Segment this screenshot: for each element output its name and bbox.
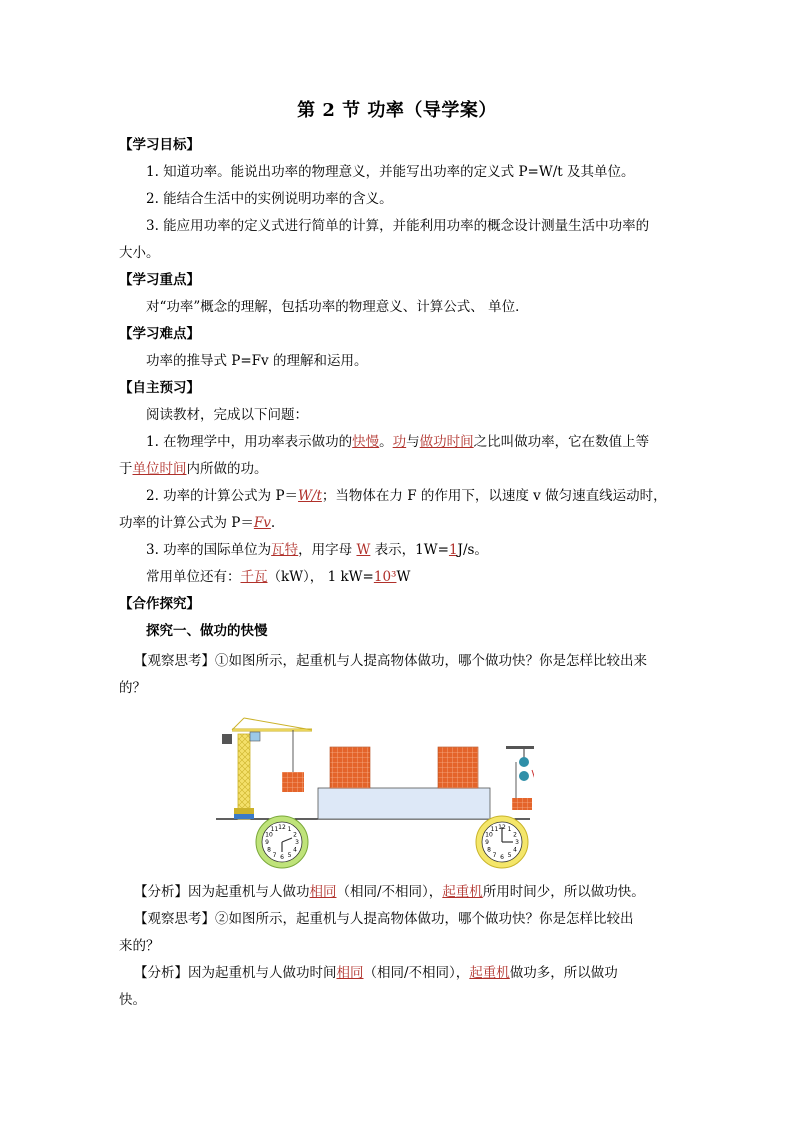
text: （kW）， 1 kW= <box>267 569 374 585</box>
platform <box>318 788 490 819</box>
text: 2. 功率的计算公式为 P＝ <box>146 488 299 504</box>
observe2-line2: 来的？ <box>119 938 160 954</box>
answer-fill: 千瓦 <box>240 569 268 585</box>
answer-fill: 单位时间 <box>132 461 187 477</box>
clock-numeral: 3 <box>515 839 519 847</box>
preview-q2-line1 <box>146 486 667 506</box>
clock-numeral: 7 <box>492 852 497 860</box>
text: 。 <box>379 434 393 450</box>
clock-numeral: 3 <box>295 839 299 847</box>
text: 内所做的功。 <box>186 461 268 477</box>
goal-item-1: 1. 知道功率。能说出功率的物理意义，并能写出功率的定义式 P=W/t 及其单位。 <box>146 164 635 180</box>
answer-fill: W/t <box>298 488 322 504</box>
analysis1 <box>134 882 645 902</box>
pulley-person <box>506 746 534 816</box>
clock-numeral: 11 <box>270 826 279 834</box>
analysis2-line1 <box>134 963 618 983</box>
lifted-bricks-crane <box>282 772 304 792</box>
clock-numeral: 7 <box>272 852 277 860</box>
text: 表示，1W= <box>370 542 449 558</box>
clock-numeral: 6 <box>500 854 504 862</box>
observe2-line1: 【观察思考】②如图所示，起重机与人提高物体做功，哪个做功快？你是怎样比较出 <box>134 911 634 927</box>
clock-numeral: 5 <box>287 852 292 860</box>
answer-fill: 起重机 <box>442 884 483 900</box>
text: 【分析】因为起重机与人做功 <box>134 884 310 900</box>
clock-numeral: 5 <box>507 852 512 860</box>
crane-vs-person-figure <box>212 712 534 874</box>
text: 所用时间少，所以做功快。 <box>482 884 645 900</box>
clock-numeral: 8 <box>267 846 271 854</box>
text: J/s。 <box>457 542 488 558</box>
answer-fill: Fv <box>253 515 271 531</box>
clock-numeral: 1 <box>507 826 512 834</box>
clock-numeral: 12 <box>278 824 286 832</box>
text: 【分析】因为起重机与人做功时间 <box>134 965 337 981</box>
key-header: 【学习重点】 <box>119 272 200 288</box>
clock-numeral: 10 <box>485 831 493 839</box>
preview-header: 【自主预习】 <box>119 380 200 396</box>
text: 常用单位还有： <box>146 569 241 585</box>
text: 之比叫做功率，它在数值上等 <box>473 434 650 450</box>
coop-header: 【合作探究】 <box>119 596 200 612</box>
observe1-line2: 的？ <box>119 680 146 696</box>
preview-q4 <box>146 567 410 587</box>
preview-q1-line1 <box>146 432 649 452</box>
observe1-line1: 【观察思考】①如图所示，起重机与人提高物体做功，哪个做功快？你是怎样比较出来 <box>134 653 647 669</box>
clock-numeral: 1 <box>287 826 292 834</box>
text: 与 <box>406 434 420 450</box>
text: . <box>270 515 276 531</box>
text: 于 <box>119 461 133 477</box>
page-title: 第 2 节 功率（导学案） <box>297 100 497 121</box>
preview-q2-line2 <box>119 513 275 533</box>
clock-numeral: 2 <box>293 831 297 839</box>
difficult-header: 【学习难点】 <box>119 326 200 342</box>
answer-fill: 10³ <box>373 569 397 585</box>
preview-q3 <box>146 540 488 560</box>
preview-intro: 阅读教材，完成以下问题： <box>146 407 308 423</box>
answer-fill: W <box>356 542 371 558</box>
answer-fill: 瓦特 <box>271 542 299 558</box>
clock-numeral: 12 <box>498 824 506 832</box>
clock-numeral: 11 <box>490 826 499 834</box>
goals-header: 【学习目标】 <box>119 137 200 153</box>
explore1-title: 探究一、做功的快慢 <box>146 623 268 639</box>
answer-fill: 快慢 <box>352 434 380 450</box>
clock-numeral: 4 <box>293 846 297 854</box>
analysis2-line2: 快。 <box>119 992 146 1008</box>
goal-item-3: 3. 能应用功率的定义式进行简单的计算，并能利用功率的概念设计测量生活中功率的 <box>146 218 650 234</box>
clock-numeral: 9 <box>485 839 489 847</box>
text: ，用字母 <box>298 542 357 558</box>
brick-stack-right <box>438 747 478 788</box>
clock-numeral: 4 <box>513 846 517 854</box>
text: 3. 功率的国际单位为 <box>146 542 272 558</box>
clock-numeral: 8 <box>487 846 491 854</box>
tower-crane <box>222 718 312 819</box>
preview-q1-line2 <box>119 459 268 479</box>
text: 做功多，所以做功 <box>509 965 618 981</box>
answer-fill: 1 <box>448 542 458 558</box>
text: 功率的计算公式为 P＝ <box>119 515 254 531</box>
answer-fill: 起重机 <box>469 965 510 981</box>
text: ；当物体在力 F 的作用下，以速度 v 做匀速直线运动时， <box>321 488 667 504</box>
answer-fill: 功 <box>392 434 407 450</box>
difficult-text: 功率的推导式 P=Fv 的理解和运用。 <box>146 353 368 369</box>
goal-item-3-cont: 大小。 <box>119 245 160 261</box>
text: （相同/不相同）， <box>336 884 443 900</box>
answer-fill: 相同 <box>309 884 337 900</box>
clock-numeral: 9 <box>265 839 269 847</box>
text: （相同/不相同）， <box>363 965 470 981</box>
answer-fill: 做功时间 <box>419 434 474 450</box>
clock-numeral: 6 <box>280 854 284 862</box>
key-text: 对“功率”概念的理解，包括功率的物理意义、计算公式、 单位． <box>146 299 529 315</box>
clock-numeral: 2 <box>513 831 517 839</box>
goal-item-2: 2. 能结合生活中的实例说明功率的含义。 <box>146 191 393 207</box>
brick-stack-left <box>330 747 370 788</box>
text: W <box>396 569 411 585</box>
clock-numeral: 10 <box>265 831 273 839</box>
text: 1. 在物理学中，用功率表示做功的 <box>146 434 353 450</box>
answer-fill: 相同 <box>336 965 364 981</box>
